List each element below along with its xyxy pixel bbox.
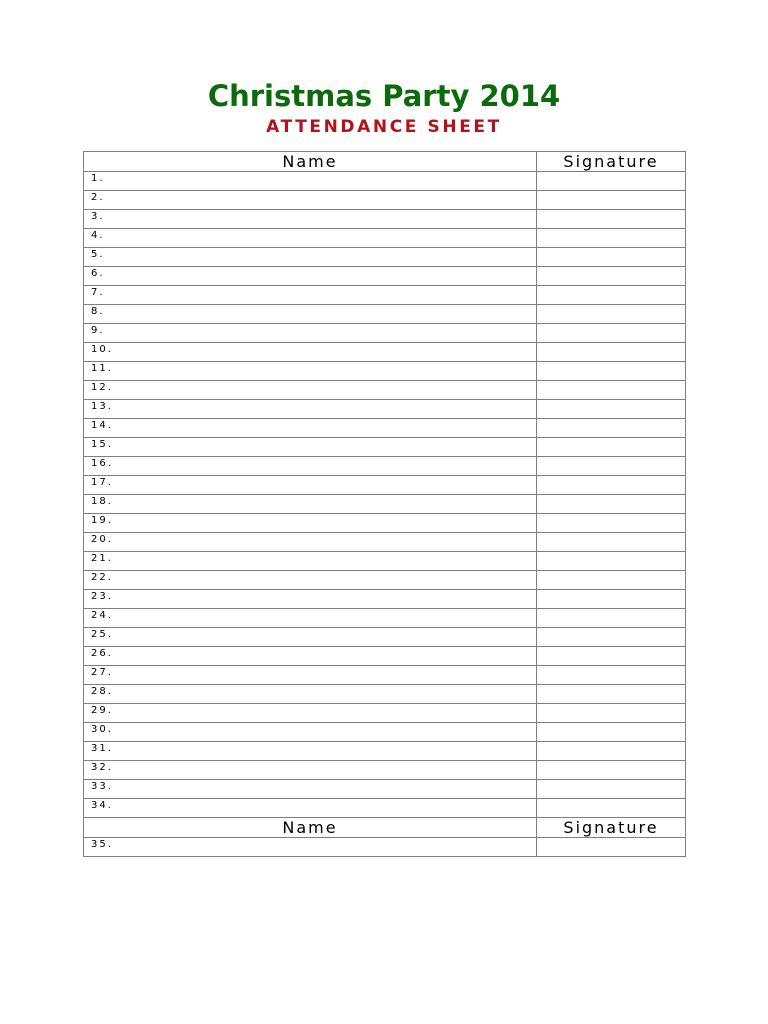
- table-row: [84, 305, 686, 324]
- signature-cell[interactable]: [537, 419, 686, 438]
- signature-cell[interactable]: [537, 400, 686, 419]
- name-cell[interactable]: 17.: [84, 476, 537, 495]
- table-row: [84, 172, 686, 191]
- signature-cell[interactable]: [537, 742, 686, 761]
- signature-cell[interactable]: [537, 533, 686, 552]
- signature-cell[interactable]: [537, 780, 686, 799]
- name-cell[interactable]: 4.: [84, 229, 537, 248]
- name-cell[interactable]: 3.: [84, 210, 537, 229]
- name-cell[interactable]: 19.: [84, 514, 537, 533]
- signature-cell[interactable]: [537, 286, 686, 305]
- name-cell[interactable]: 33.: [84, 780, 537, 799]
- name-cell[interactable]: 12.: [84, 381, 537, 400]
- name-cell[interactable]: 34.: [84, 799, 537, 818]
- name-cell[interactable]: 11.: [84, 362, 537, 381]
- name-cell[interactable]: 18.: [84, 495, 537, 514]
- name-cell[interactable]: 24.: [84, 609, 537, 628]
- table-row: [84, 723, 686, 742]
- signature-cell[interactable]: [537, 210, 686, 229]
- table-row: [84, 590, 686, 609]
- name-cell[interactable]: 27.: [84, 666, 537, 685]
- signature-cell[interactable]: [537, 324, 686, 343]
- signature-cell[interactable]: [537, 647, 686, 666]
- signature-cell[interactable]: [537, 628, 686, 647]
- signature-cell[interactable]: [537, 495, 686, 514]
- name-cell[interactable]: 29.: [84, 704, 537, 723]
- name-column-header: Name: [84, 152, 537, 172]
- table-row: [84, 799, 686, 818]
- table-row: [84, 704, 686, 723]
- name-cell[interactable]: 14.: [84, 419, 537, 438]
- name-cell[interactable]: 22.: [84, 571, 537, 590]
- signature-cell[interactable]: [537, 723, 686, 742]
- name-cell[interactable]: 13.: [84, 400, 537, 419]
- name-cell[interactable]: 21.: [84, 552, 537, 571]
- table-row: [84, 362, 686, 381]
- table-row: [84, 191, 686, 210]
- signature-cell[interactable]: [537, 305, 686, 324]
- table-row: [84, 210, 686, 229]
- signature-cell[interactable]: [537, 571, 686, 590]
- page-title: Christmas Party 2014: [207, 79, 561, 113]
- name-cell[interactable]: 23.: [84, 590, 537, 609]
- table-row: [84, 457, 686, 476]
- table-row: [84, 514, 686, 533]
- name-cell[interactable]: 6.: [84, 267, 537, 286]
- table-row: [84, 248, 686, 267]
- table-row: [84, 609, 686, 628]
- name-cell[interactable]: 25.: [84, 628, 537, 647]
- signature-column-header: Signature: [537, 152, 686, 172]
- table-row: [84, 267, 686, 286]
- table-row: [84, 286, 686, 305]
- table-row: [84, 495, 686, 514]
- signature-cell[interactable]: [537, 438, 686, 457]
- header-row: [84, 818, 686, 838]
- name-cell[interactable]: 30.: [84, 723, 537, 742]
- table-row: [84, 229, 686, 248]
- signature-cell[interactable]: [537, 552, 686, 571]
- table-row: [84, 438, 686, 457]
- table-row: [84, 666, 686, 685]
- table-row: [84, 780, 686, 799]
- signature-cell[interactable]: [537, 704, 686, 723]
- attendance-table-body: [84, 152, 686, 857]
- name-cell[interactable]: 20.: [84, 533, 537, 552]
- table-row: [84, 838, 686, 857]
- name-cell[interactable]: 7.: [84, 286, 537, 305]
- name-cell[interactable]: 35.: [84, 838, 537, 857]
- page-subtitle: ATTENDANCE SHEET: [266, 117, 502, 137]
- signature-cell[interactable]: [537, 248, 686, 267]
- name-cell[interactable]: 10.: [84, 343, 537, 362]
- table-row: [84, 343, 686, 362]
- signature-cell[interactable]: [537, 514, 686, 533]
- name-cell[interactable]: 8.: [84, 305, 537, 324]
- table-row: [84, 381, 686, 400]
- name-cell[interactable]: 26.: [84, 647, 537, 666]
- signature-cell[interactable]: [537, 609, 686, 628]
- signature-cell[interactable]: [537, 799, 686, 818]
- table-row: [84, 552, 686, 571]
- name-cell[interactable]: 32.: [84, 761, 537, 780]
- table-row: [84, 571, 686, 590]
- table-row: [84, 742, 686, 761]
- signature-cell[interactable]: [537, 191, 686, 210]
- signature-cell[interactable]: [537, 685, 686, 704]
- signature-cell[interactable]: [537, 590, 686, 609]
- signature-cell[interactable]: [537, 172, 686, 191]
- name-cell[interactable]: 31.: [84, 742, 537, 761]
- header-row: [84, 152, 686, 172]
- signature-cell[interactable]: [537, 229, 686, 248]
- signature-cell[interactable]: [537, 343, 686, 362]
- table-row: [84, 400, 686, 419]
- signature-cell[interactable]: [537, 457, 686, 476]
- signature-cell[interactable]: [537, 381, 686, 400]
- signature-cell[interactable]: [537, 838, 686, 857]
- table-row: [84, 476, 686, 495]
- signature-cell[interactable]: [537, 666, 686, 685]
- signature-column-header: Signature: [537, 818, 686, 838]
- table-row: [84, 419, 686, 438]
- name-cell[interactable]: 15.: [84, 438, 537, 457]
- table-row: [84, 628, 686, 647]
- signature-cell[interactable]: [537, 267, 686, 286]
- name-cell[interactable]: 5.: [84, 248, 537, 267]
- name-cell[interactable]: 28.: [84, 685, 537, 704]
- attendance-table: [83, 151, 686, 857]
- table-row: [84, 761, 686, 780]
- name-cell[interactable]: 16.: [84, 457, 537, 476]
- signature-cell[interactable]: [537, 761, 686, 780]
- name-cell[interactable]: 9.: [84, 324, 537, 343]
- name-column-header: Name: [84, 818, 537, 838]
- table-row: [84, 647, 686, 666]
- signature-cell[interactable]: [537, 476, 686, 495]
- table-row: [84, 533, 686, 552]
- table-row: [84, 324, 686, 343]
- table-row: [84, 685, 686, 704]
- name-cell[interactable]: 2.: [84, 191, 537, 210]
- signature-cell[interactable]: [537, 362, 686, 381]
- name-cell[interactable]: 1.: [84, 172, 537, 191]
